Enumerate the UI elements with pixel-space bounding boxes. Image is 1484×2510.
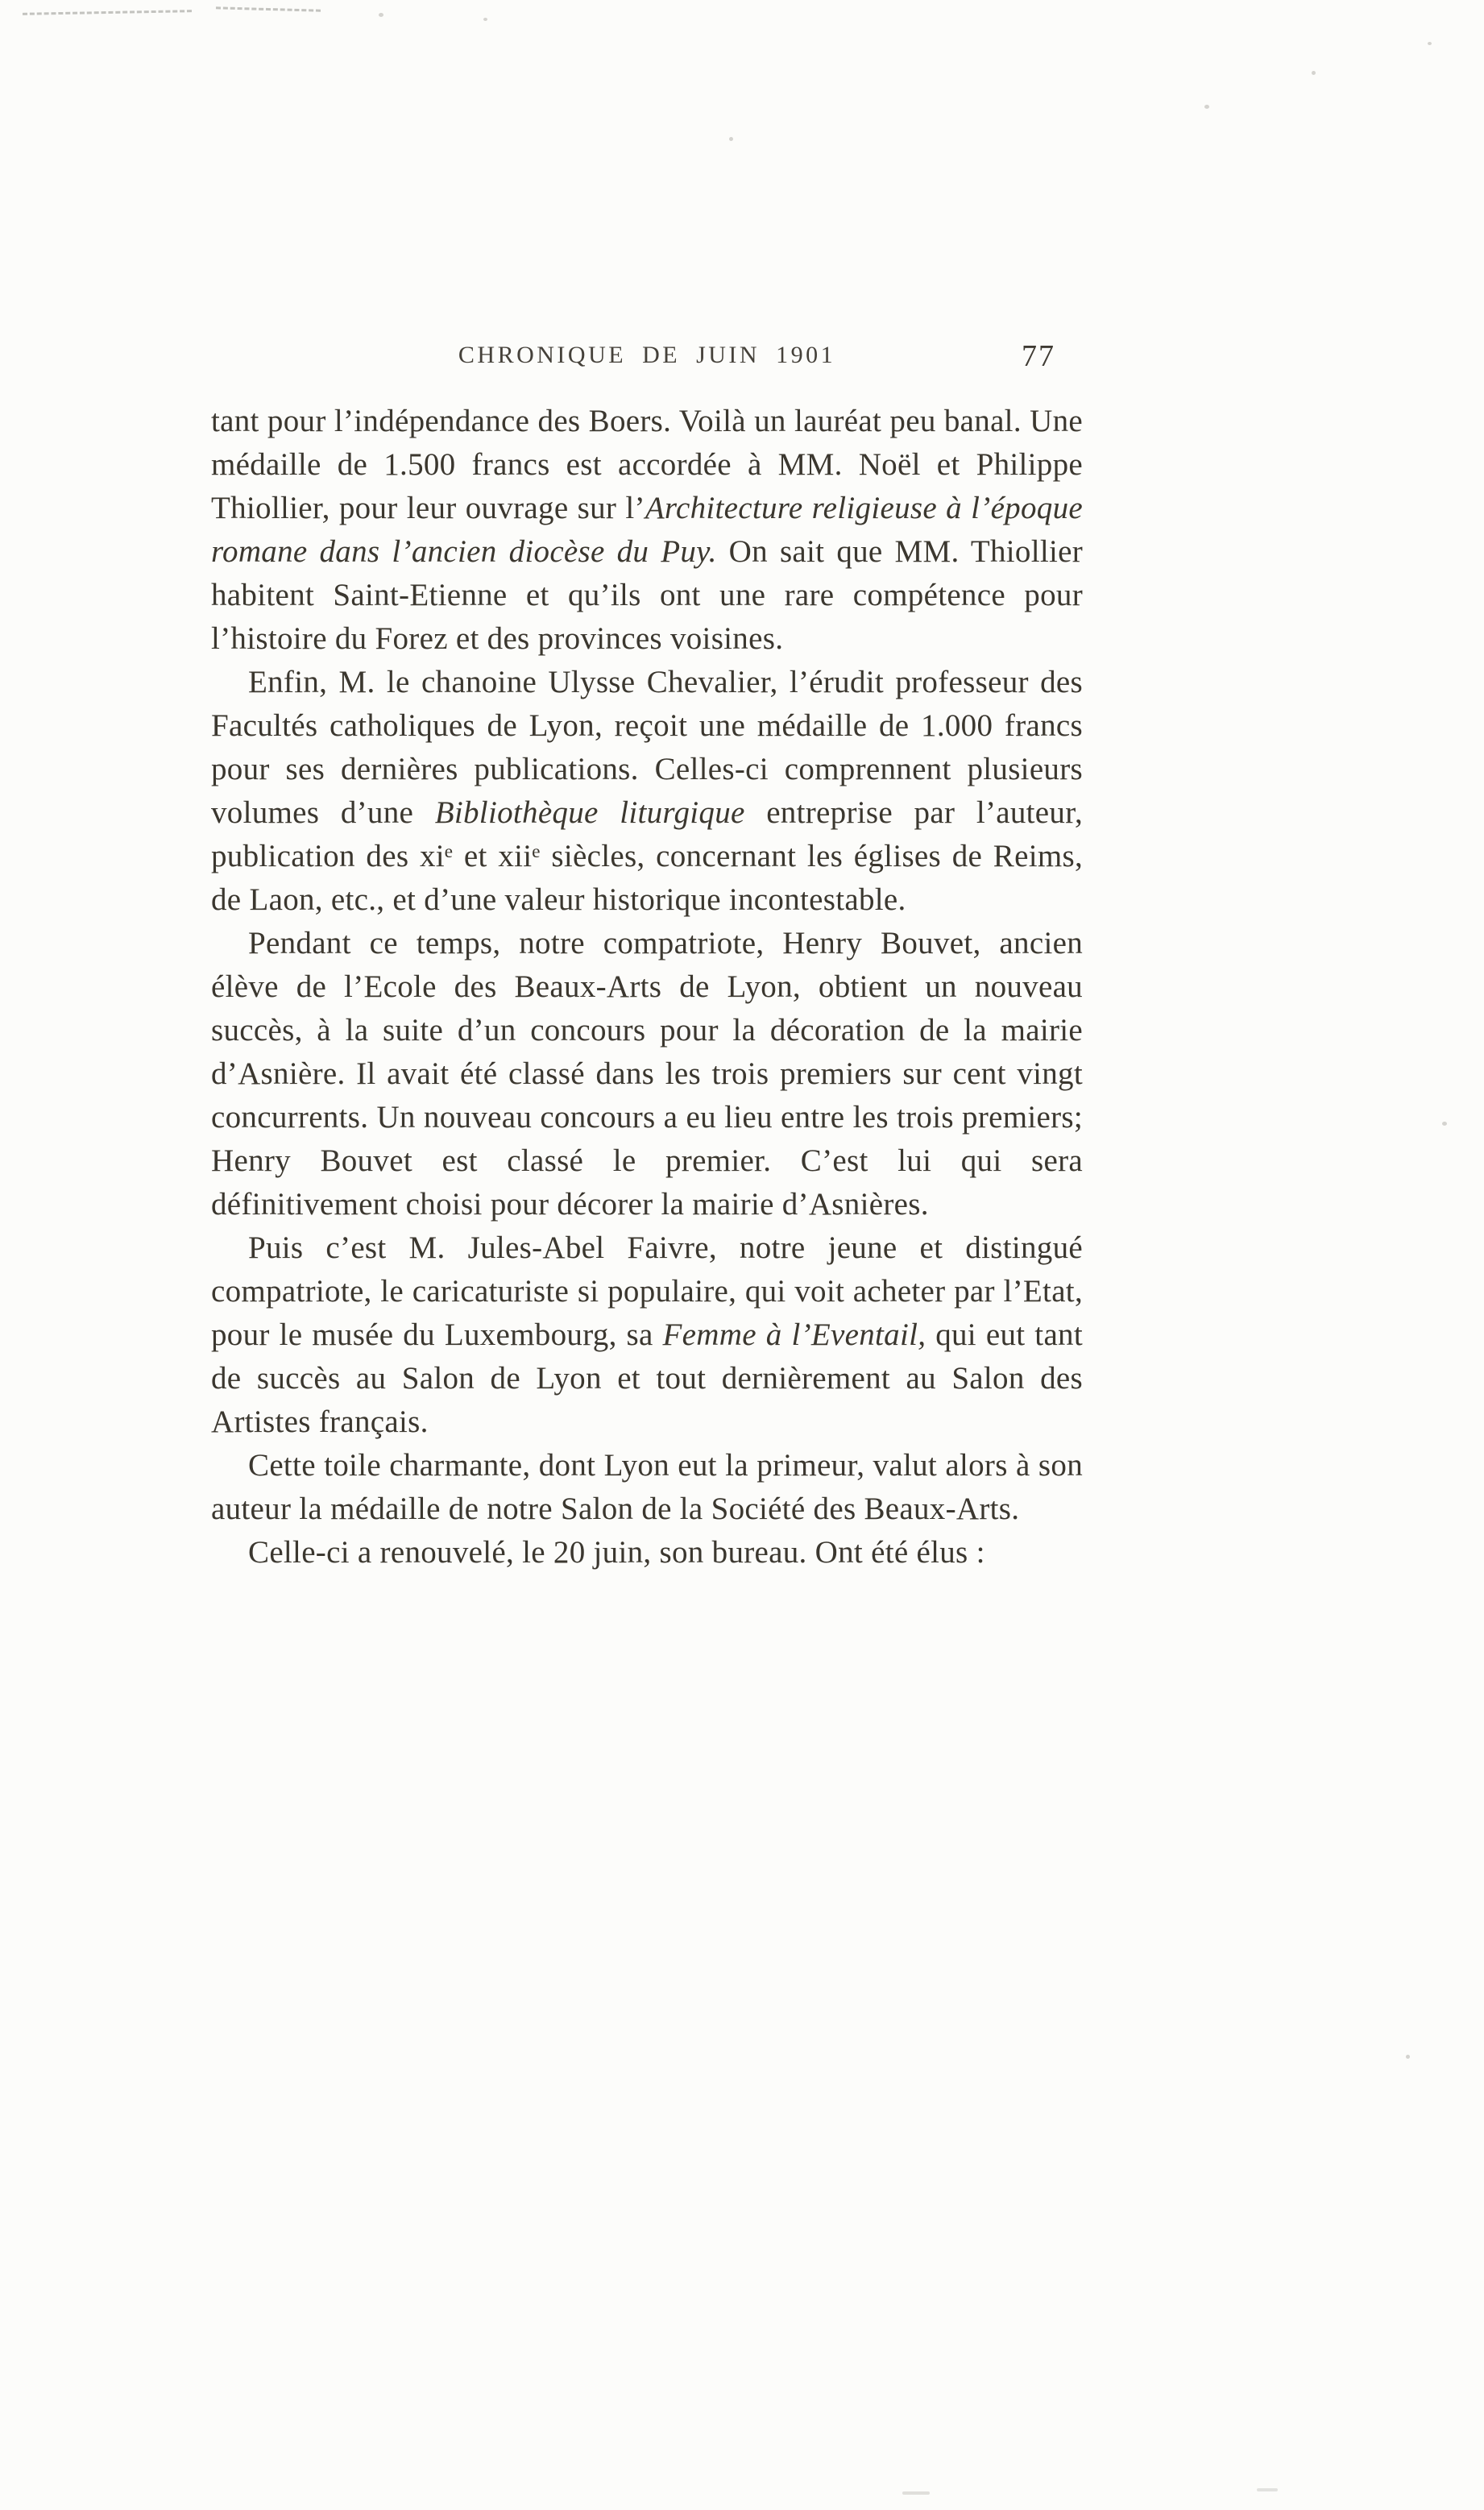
body-text: Pendant ce temps, notre compatriote, Henry Bouvet, ancien élève de l’Ecole des Beaux-Arts de Lyon, obtient un nouveau succès, à la suite d’un concours pour la décoration de la mairie d’Asnière. Il avait été classé dans les trois premiers sur cent vingt concurrents. Un nouveau concours a eu lieu entre les trois premiers; Henry Bouvet est classé le premier. C’est lui qui sera définitivement choisi pour décorer la mairie d’Asnières. (211, 926, 1083, 1222)
italic-text: Femme à l’Eventail, (662, 1317, 926, 1352)
paragraph-6 (211, 1531, 1083, 1574)
page-number: 77 (1022, 339, 1055, 373)
body-text: Celle-ci a renouvelé, le 20 juin, son bureau. Ont été élus : (248, 1535, 985, 1570)
body-text: tant pour l’indépendance des Boers. Voilà un lauréat peu banal. Une médaille de 1.500 francs est accordée à MM. Noël et Philippe Thiollier, pour leur ouvrage sur l’ (211, 404, 1083, 525)
scan-speck (1204, 105, 1209, 109)
body-text: Enfin, M. le chanoine Ulysse Chevalier, l’érudit professeur des Facultés catholiques de Lyon, reçoit une médaille de 1.000 francs pour ses dernières publications. Celles-ci comprennent plusieurs volumes d’une (211, 665, 1083, 830)
page-content (211, 339, 1083, 1574)
text-block (211, 400, 1083, 1574)
italic-text: Architecture religieuse à l’époque romane dans l’ancien diocèse du Puy. (211, 491, 1083, 569)
scan-speck (379, 13, 383, 17)
running-title: CHRONIQUE DE JUIN 1901 (458, 342, 836, 368)
italic-text: Bibliothèque liturgique (434, 795, 745, 830)
paragraph-4 (211, 1226, 1083, 1444)
scan-speck (1312, 71, 1316, 75)
scan-speck (483, 18, 487, 21)
scan-speck (1406, 2055, 1410, 2059)
scan-artifact-dash (216, 6, 321, 11)
scan-speck (902, 2491, 930, 2495)
scan-speck (1428, 42, 1432, 45)
scan-speck (1442, 1122, 1447, 1126)
paragraph-5 (211, 1444, 1083, 1531)
paragraph-1 (211, 400, 1083, 661)
page-header (211, 339, 1083, 379)
scan-speck (1257, 2488, 1278, 2491)
body-text: Cette toile charmante, dont Lyon eut la primeur, valut alors à son auteur la médaille de notre Salon de la Société des Beaux-Arts. (211, 1448, 1083, 1526)
body-text: qui eut tant de succès au Salon de Lyon et tout dernièrement au Salon des Artistes français. (211, 1317, 1083, 1439)
scan-speck (729, 137, 733, 141)
paragraph-3 (211, 922, 1083, 1226)
body-text: Puis c’est M. Jules-Abel Faivre, notre jeune et distingué compatriote, le caricaturiste si populaire, qui voit acheter par l’Etat, pour le musée du Luxembourg, sa (211, 1230, 1083, 1352)
body-text: On sait que MM. Thiollier habitent Saint-Etienne et qu’ils ont une rare compétence pour l’histoire du Forez et des provinces voisines. (211, 534, 1083, 656)
scan-artifact-dash (23, 10, 192, 15)
body-text: entreprise par l’auteur, publication des xiᵉ et xiiᵉ siècles, concernant les églises de Reims, de Laon, etc., et d’une valeur historique incontestable. (211, 795, 1083, 917)
paragraph-2 (211, 661, 1083, 922)
